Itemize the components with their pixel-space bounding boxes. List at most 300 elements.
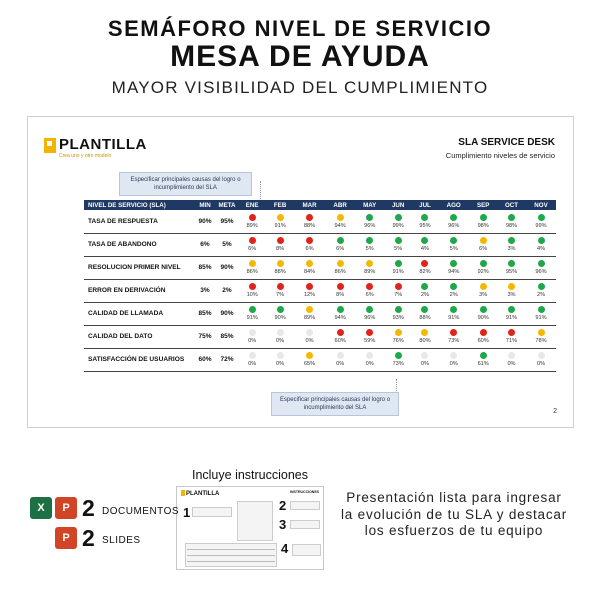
column-header: MIN <box>194 200 216 210</box>
status-cell <box>294 237 325 252</box>
month-cell <box>294 256 325 279</box>
month-cell <box>266 233 294 256</box>
month-value: 94% <box>448 269 460 275</box>
month-cell <box>355 210 384 233</box>
status-cell <box>325 283 355 298</box>
month-value: 2% <box>536 292 546 298</box>
column-header: FEB <box>266 200 294 210</box>
status-dot-icon <box>538 352 545 359</box>
status-dot-icon <box>337 306 344 313</box>
month-cell <box>355 256 384 279</box>
status-dot-icon <box>421 237 428 244</box>
month-cell <box>325 348 355 371</box>
instructions-title: Incluye instrucciones <box>191 468 309 482</box>
powerpoint-icon: P <box>55 497 77 519</box>
thumb-step-1: 1 <box>183 505 191 520</box>
month-value: 94% <box>334 222 346 229</box>
status-dot-icon <box>249 352 256 359</box>
status-dot-icon <box>366 237 373 244</box>
status-dot-icon <box>538 329 545 336</box>
month-value: 94% <box>334 315 346 321</box>
month-value: 73% <box>392 361 404 367</box>
month-value: 78% <box>535 338 547 344</box>
status-cell <box>438 306 469 321</box>
status-dot-icon <box>306 306 313 313</box>
status-dot-icon <box>450 237 457 244</box>
thumb-step-4: 4 <box>281 541 289 556</box>
sla-meta: 72% <box>216 348 238 371</box>
month-value: 88% <box>303 222 316 229</box>
month-cell <box>294 302 325 325</box>
table-row <box>84 210 556 233</box>
month-cell <box>355 233 384 256</box>
month-value: 86% <box>246 269 258 275</box>
logo-text: PLANTILLA <box>59 136 147 153</box>
month-cell <box>412 256 438 279</box>
status-cell <box>384 260 412 275</box>
column-header: OCT <box>497 200 526 210</box>
month-cell <box>412 348 438 371</box>
status-dot-icon <box>450 283 457 290</box>
month-cell <box>325 325 355 348</box>
month-cell <box>438 256 469 279</box>
month-cell <box>497 279 526 302</box>
month-value: 0% <box>276 338 285 344</box>
month-cell <box>469 348 497 371</box>
month-value: 8% <box>276 246 285 252</box>
status-cell <box>266 260 294 275</box>
month-value: 60% <box>334 338 346 344</box>
month-cell <box>384 210 412 233</box>
month-cell <box>469 210 497 233</box>
status-cell <box>325 329 355 344</box>
status-dot-icon <box>249 237 256 244</box>
month-cell <box>355 302 384 325</box>
month-cell <box>438 233 469 256</box>
month-value: 89% <box>303 315 316 321</box>
status-cell <box>384 306 412 321</box>
month-cell <box>497 256 526 279</box>
status-dot-icon <box>480 260 487 267</box>
instructions-thumbnail <box>176 486 324 570</box>
table-row <box>84 348 556 371</box>
status-cell <box>438 352 469 367</box>
status-cell <box>325 237 355 252</box>
status-cell <box>497 260 526 275</box>
status-cell <box>497 306 526 321</box>
status-cell <box>238 237 266 252</box>
column-header: JUL <box>412 200 438 210</box>
status-dot-icon <box>450 214 457 221</box>
sla-min: 75% <box>194 325 216 348</box>
month-value: 93% <box>392 315 404 321</box>
month-value: 84% <box>303 269 316 275</box>
status-dot-icon <box>450 306 457 313</box>
month-value: 3% <box>479 292 488 298</box>
month-value: 10% <box>246 292 258 298</box>
status-cell <box>355 329 384 344</box>
status-cell <box>469 329 497 344</box>
status-cell <box>238 329 266 344</box>
sla-name: CALIDAD DEL DATO <box>84 325 194 348</box>
status-cell <box>384 214 412 229</box>
month-cell <box>412 279 438 302</box>
month-value: 6% <box>336 246 345 252</box>
month-value: 89% <box>364 269 376 275</box>
month-cell <box>384 233 412 256</box>
excel-icon: X <box>30 497 52 519</box>
sla-min: 60% <box>194 348 216 371</box>
month-cell <box>325 210 355 233</box>
month-cell <box>384 279 412 302</box>
status-dot-icon <box>508 237 515 244</box>
month-value: 99% <box>392 222 404 229</box>
month-cell <box>469 325 497 348</box>
column-header: META <box>216 200 238 210</box>
month-value: 91% <box>274 222 286 229</box>
month-cell <box>238 210 266 233</box>
status-cell <box>497 352 526 367</box>
status-dot-icon <box>421 260 428 267</box>
status-dot-icon <box>450 329 457 336</box>
documents-count: 2 <box>82 495 95 521</box>
sla-min: 85% <box>194 302 216 325</box>
month-cell <box>266 302 294 325</box>
month-value: 98% <box>505 222 518 229</box>
month-cell <box>469 302 497 325</box>
month-cell <box>294 348 325 371</box>
month-value: 0% <box>336 361 345 367</box>
status-cell <box>497 329 526 344</box>
status-cell <box>238 352 266 367</box>
month-cell <box>266 256 294 279</box>
status-cell <box>384 329 412 344</box>
month-cell <box>412 210 438 233</box>
month-cell <box>266 348 294 371</box>
status-dot-icon <box>277 329 284 336</box>
month-cell <box>325 233 355 256</box>
sla-name: ERROR EN DERIVACIÓN <box>84 279 194 302</box>
month-value: 96% <box>364 222 376 229</box>
status-cell <box>325 306 355 321</box>
status-dot-icon <box>337 352 344 359</box>
status-cell <box>412 352 438 367</box>
month-cell <box>438 210 469 233</box>
slides-count: 2 <box>82 525 95 551</box>
status-cell <box>412 329 438 344</box>
status-dot-icon <box>277 283 284 290</box>
sla-name: SATISFACCIÓN DE USUARIOS <box>84 348 194 371</box>
status-cell <box>438 329 469 344</box>
status-dot-icon <box>395 260 402 267</box>
sla-name: TASA DE RESPUESTA <box>84 210 194 233</box>
status-dot-icon <box>337 214 344 221</box>
status-dot-icon <box>538 306 545 313</box>
status-dot-icon <box>395 329 402 336</box>
status-cell <box>412 214 438 229</box>
slide-preview <box>27 116 574 428</box>
month-cell <box>469 256 497 279</box>
thumb-panel <box>237 501 273 541</box>
month-value: 95% <box>505 269 518 275</box>
month-cell <box>412 325 438 348</box>
status-dot-icon <box>337 329 344 336</box>
status-cell <box>438 283 469 298</box>
month-value: 76% <box>392 338 404 344</box>
month-value: 89% <box>246 222 258 229</box>
thumb-logo: PLANTILLA <box>181 490 219 497</box>
status-dot-icon <box>421 214 428 221</box>
month-cell <box>325 302 355 325</box>
month-value: 4% <box>536 246 546 252</box>
month-value: 96% <box>448 222 460 229</box>
month-cell <box>526 302 556 325</box>
month-cell <box>294 279 325 302</box>
column-header: ABR <box>325 200 355 210</box>
status-cell <box>497 283 526 298</box>
status-cell <box>266 283 294 298</box>
month-value: 0% <box>420 361 430 367</box>
status-cell <box>325 260 355 275</box>
month-value: 95% <box>419 222 431 229</box>
callout-top: Especificar principales causas del logro o incumplimiento del SLA <box>119 172 252 196</box>
status-cell <box>469 237 497 252</box>
month-cell <box>238 233 266 256</box>
month-value: 92% <box>477 269 489 275</box>
status-dot-icon <box>538 283 545 290</box>
status-dot-icon <box>366 306 373 313</box>
page-number: 2 <box>553 408 557 415</box>
month-value: 91% <box>246 315 258 321</box>
table-row <box>84 256 556 279</box>
sla-name: TASA DE ABANDONO <box>84 233 194 256</box>
month-cell <box>469 279 497 302</box>
thumb-note-box-2 <box>290 501 320 510</box>
table-row <box>84 279 556 302</box>
month-value: 6% <box>248 246 257 252</box>
sla-name: CALIDAD DE LLAMADA <box>84 302 194 325</box>
status-dot-icon <box>366 214 373 221</box>
month-cell <box>438 348 469 371</box>
status-dot-icon <box>508 214 515 221</box>
month-value: 0% <box>449 361 458 367</box>
status-cell <box>355 260 384 275</box>
status-cell <box>526 283 556 298</box>
documents-label: DOCUMENTOS <box>102 506 180 517</box>
sla-meta: 90% <box>216 302 238 325</box>
month-cell <box>438 279 469 302</box>
column-header: SEP <box>469 200 497 210</box>
status-dot-icon <box>480 237 487 244</box>
status-dot-icon <box>395 214 402 221</box>
hero-subtitle: MESA DE AYUDA <box>170 40 430 73</box>
status-dot-icon <box>277 352 284 359</box>
month-value: 5% <box>449 246 458 252</box>
status-cell <box>469 214 497 229</box>
status-dot-icon <box>366 352 373 359</box>
status-dot-icon <box>277 214 284 221</box>
month-value: 6% <box>365 292 374 298</box>
powerpoint-icon-slides: P <box>55 527 77 549</box>
status-dot-icon <box>508 306 515 313</box>
status-cell <box>266 352 294 367</box>
status-cell <box>238 260 266 275</box>
status-dot-icon <box>450 352 457 359</box>
month-cell <box>384 325 412 348</box>
sla-table-header <box>84 200 556 210</box>
thumb-header: INSTRUCCIONES <box>290 490 319 494</box>
month-value: 2% <box>449 292 458 298</box>
month-value: 3% <box>507 292 516 298</box>
status-dot-icon <box>249 260 256 267</box>
status-cell <box>355 214 384 229</box>
month-cell <box>469 233 497 256</box>
month-cell <box>384 302 412 325</box>
month-cell <box>497 325 526 348</box>
status-cell <box>412 283 438 298</box>
sla-name: RESOLUCION PRIMER NIVEL <box>84 256 194 279</box>
month-cell <box>238 256 266 279</box>
status-cell <box>438 237 469 252</box>
status-cell <box>266 306 294 321</box>
status-cell <box>526 260 556 275</box>
status-dot-icon <box>395 352 402 359</box>
status-dot-icon <box>306 352 313 359</box>
status-dot-icon <box>366 260 373 267</box>
month-cell <box>294 210 325 233</box>
month-value: 88% <box>419 315 431 321</box>
status-cell <box>497 214 526 229</box>
status-cell <box>266 214 294 229</box>
month-value: 91% <box>392 269 404 275</box>
month-cell <box>384 256 412 279</box>
status-dot-icon <box>306 237 313 244</box>
status-dot-icon <box>337 260 344 267</box>
month-value: 7% <box>276 292 285 298</box>
month-value: 82% <box>419 269 431 275</box>
month-value: 91% <box>535 315 547 321</box>
month-value: 71% <box>505 338 518 344</box>
sla-min: 85% <box>194 256 216 279</box>
month-cell <box>355 325 384 348</box>
sla-meta: 95% <box>216 210 238 233</box>
month-value: 0% <box>305 338 314 344</box>
month-cell <box>238 302 266 325</box>
status-dot-icon <box>277 237 284 244</box>
hero-title: SEMÁFORO NIVEL DE SERVICIO <box>107 16 493 41</box>
status-dot-icon <box>480 306 487 313</box>
sla-table-body <box>84 210 556 371</box>
status-cell <box>469 352 497 367</box>
status-dot-icon <box>395 237 402 244</box>
status-cell <box>469 260 497 275</box>
status-cell <box>526 329 556 344</box>
status-cell <box>438 214 469 229</box>
status-cell <box>497 237 526 252</box>
status-cell <box>384 352 412 367</box>
month-value: 0% <box>507 361 516 367</box>
month-cell <box>266 325 294 348</box>
month-cell <box>497 210 526 233</box>
sla-meta: 2% <box>216 279 238 302</box>
column-header: MAR <box>294 200 325 210</box>
status-dot-icon <box>337 237 344 244</box>
month-value: 4% <box>420 246 430 252</box>
callout-bottom: Especificar principales causas del logro o incumplimiento del SLA <box>271 392 399 416</box>
status-dot-icon <box>306 283 313 290</box>
month-cell <box>497 233 526 256</box>
month-value: 3% <box>507 246 516 252</box>
month-value: 65% <box>303 361 316 367</box>
status-dot-icon <box>249 329 256 336</box>
status-cell <box>412 306 438 321</box>
status-cell <box>355 352 384 367</box>
month-value: 5% <box>394 246 403 252</box>
status-cell <box>294 329 325 344</box>
status-cell <box>384 283 412 298</box>
thumb-line <box>187 555 275 556</box>
status-dot-icon <box>395 283 402 290</box>
product-description: Presentación lista para ingresar la evolución de tu SLA y destacar los esfuerzos de tu equipo <box>340 490 568 538</box>
status-cell <box>238 283 266 298</box>
month-value: 61% <box>477 361 489 367</box>
status-cell <box>266 329 294 344</box>
status-cell <box>355 306 384 321</box>
column-header: JUN <box>384 200 412 210</box>
status-cell <box>469 283 497 298</box>
status-dot-icon <box>480 214 487 221</box>
status-cell <box>469 306 497 321</box>
status-dot-icon <box>421 329 428 336</box>
month-value: 12% <box>303 292 316 298</box>
status-dot-icon <box>421 352 428 359</box>
month-cell <box>294 325 325 348</box>
status-dot-icon <box>508 352 515 359</box>
thumb-line <box>187 561 275 562</box>
sla-min: 90% <box>194 210 216 233</box>
month-cell <box>526 279 556 302</box>
month-cell <box>497 302 526 325</box>
status-cell <box>238 306 266 321</box>
logo-subtext: Crea uno y otro modelo <box>59 153 112 159</box>
status-dot-icon <box>277 306 284 313</box>
month-cell <box>497 348 526 371</box>
status-dot-icon <box>480 283 487 290</box>
status-dot-icon <box>508 260 515 267</box>
slide-title: SLA SERVICE DESK <box>458 137 555 148</box>
table-row <box>84 325 556 348</box>
logo-mark-icon <box>44 138 56 153</box>
column-header: NOV <box>526 200 556 210</box>
status-cell <box>294 306 325 321</box>
column-header: NIVEL DE SERVICIO (SLA) <box>84 200 194 210</box>
month-cell <box>526 233 556 256</box>
month-value: 90% <box>274 315 286 321</box>
month-cell <box>325 256 355 279</box>
month-value: 86% <box>334 269 346 275</box>
sla-min: 6% <box>194 233 216 256</box>
status-cell <box>294 283 325 298</box>
status-cell <box>355 237 384 252</box>
month-cell <box>238 348 266 371</box>
status-cell <box>294 214 325 229</box>
month-cell <box>526 325 556 348</box>
month-cell <box>266 279 294 302</box>
column-header: ENE <box>238 200 266 210</box>
status-dot-icon <box>366 329 373 336</box>
month-cell <box>266 210 294 233</box>
status-dot-icon <box>538 260 545 267</box>
